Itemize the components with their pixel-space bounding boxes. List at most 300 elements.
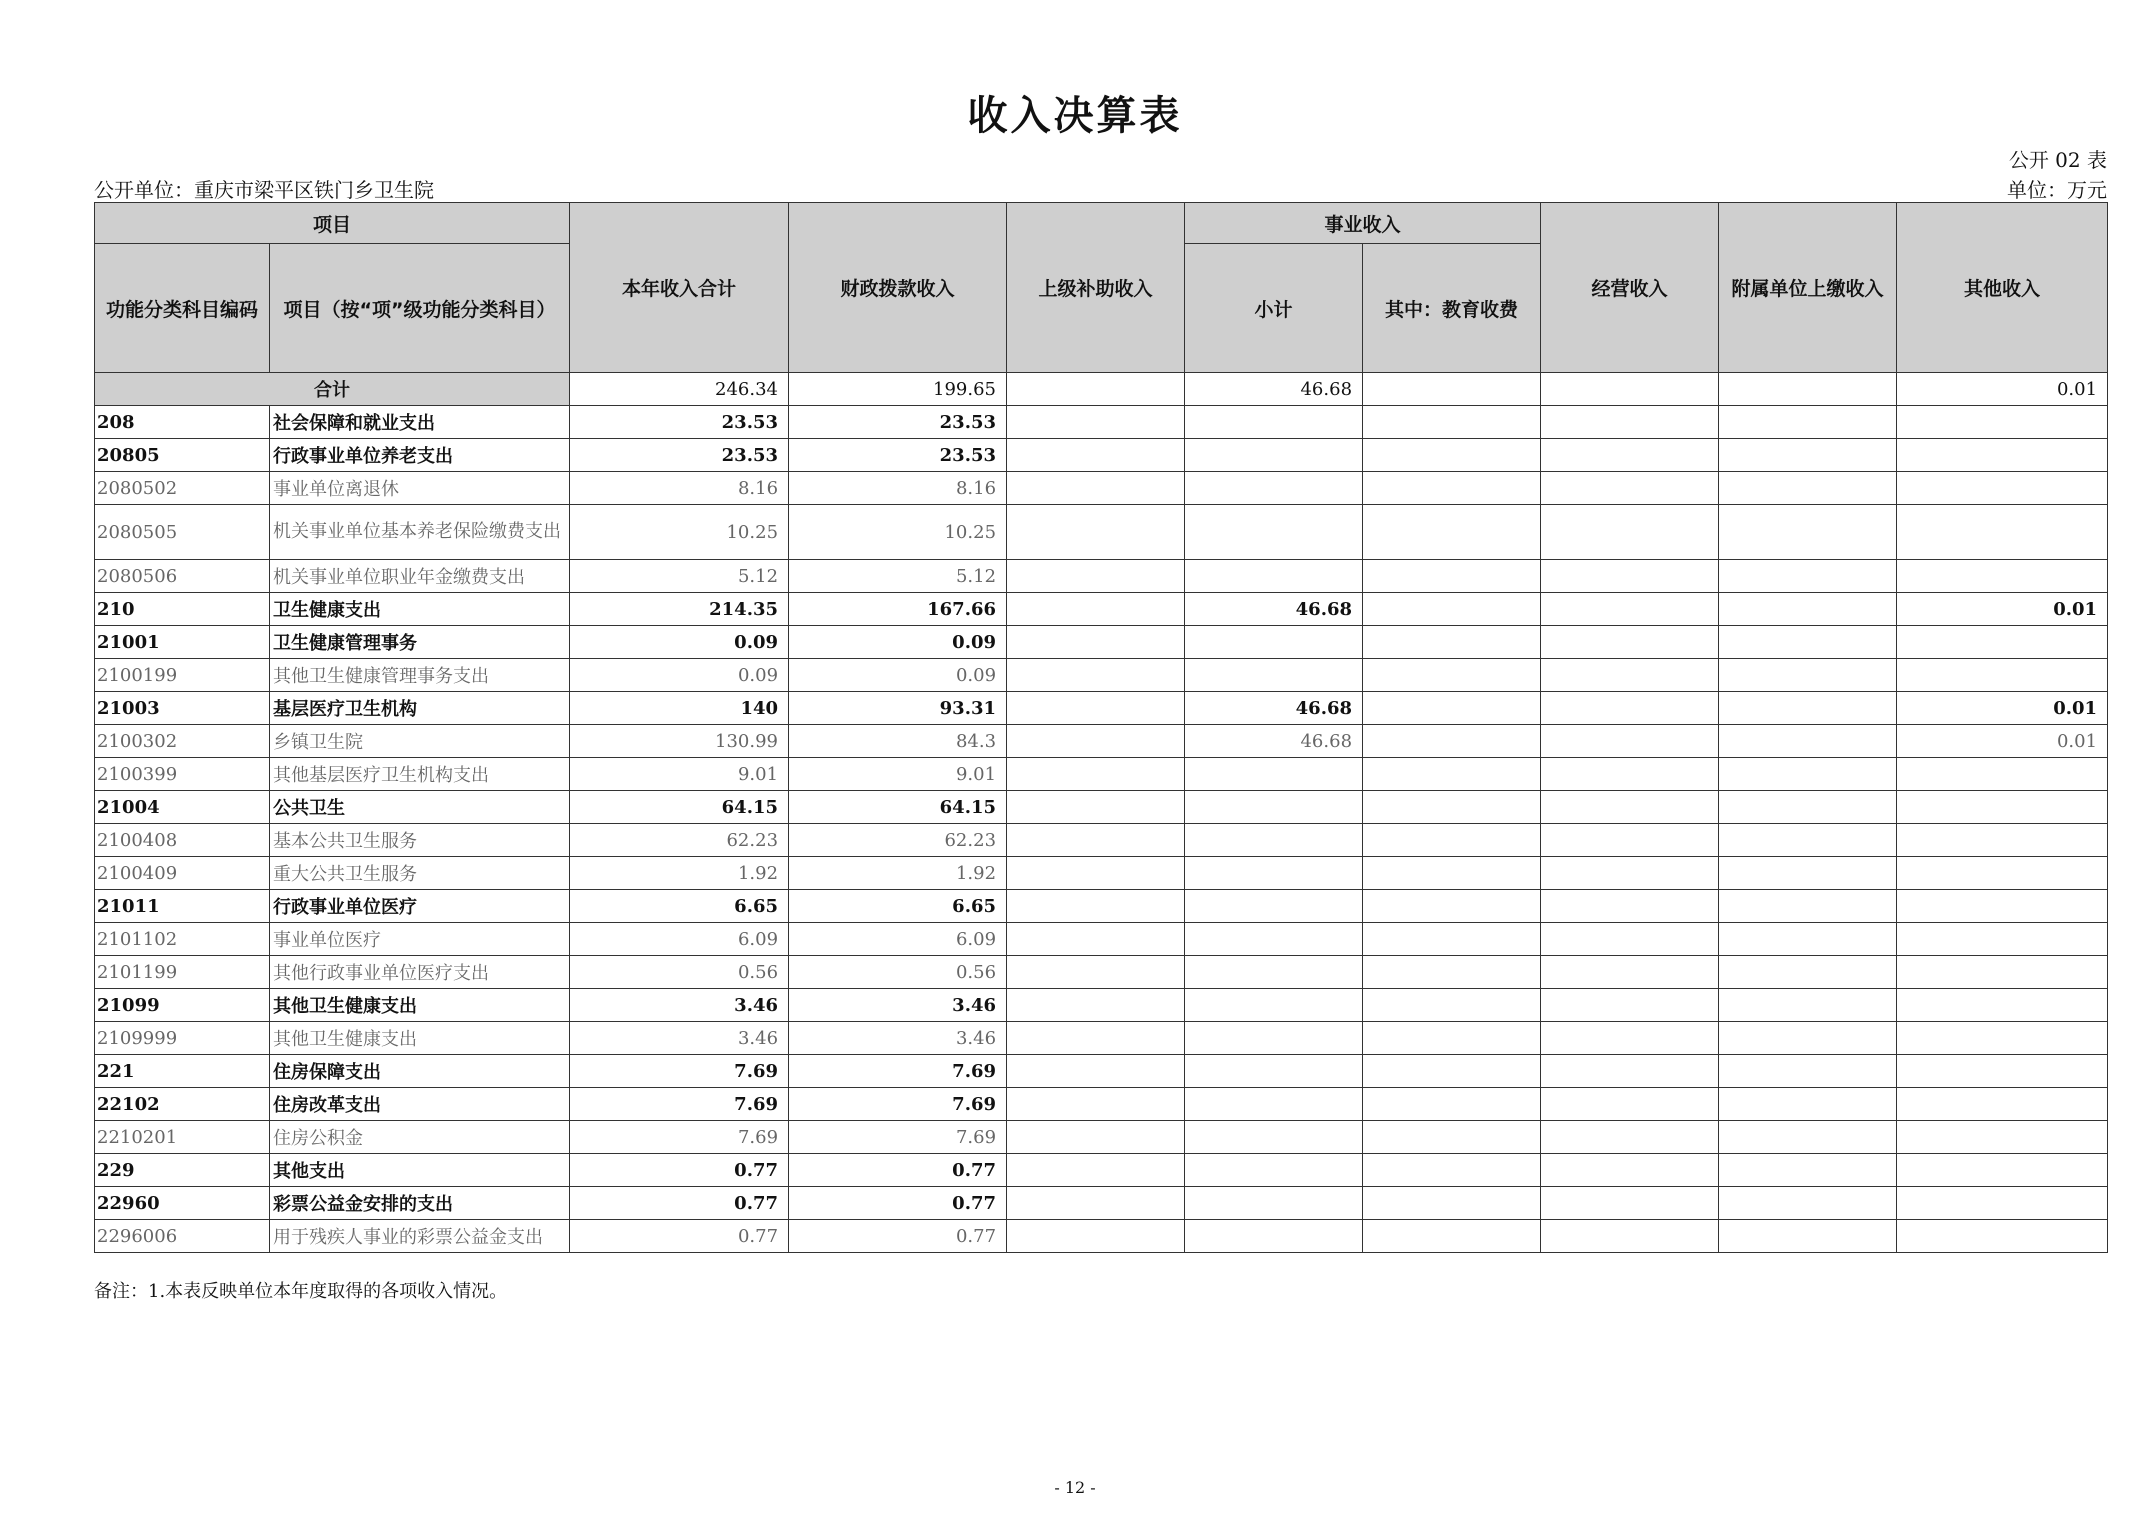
cell-other xyxy=(1897,989,2108,1022)
total-cell-education xyxy=(1363,373,1541,406)
cell-subtotal xyxy=(1185,791,1363,824)
table-row xyxy=(95,692,2108,725)
cell-name: 其他行政事业单位医疗支出 xyxy=(270,956,570,989)
cell-total: 5.12 xyxy=(570,560,789,593)
cell-operating xyxy=(1541,1022,1719,1055)
income-table-container xyxy=(94,202,2107,1253)
cell-superior xyxy=(1007,1022,1185,1055)
table-row xyxy=(95,857,2108,890)
header-operating-income: 经营收入 xyxy=(1541,203,1719,373)
cell-code: 22102 xyxy=(95,1088,270,1121)
cell-name: 住房改革支出 xyxy=(270,1088,570,1121)
cell-name: 其他卫生健康支出 xyxy=(270,1022,570,1055)
table-row xyxy=(95,758,2108,791)
cell-operating xyxy=(1541,791,1719,824)
cell-operating xyxy=(1541,626,1719,659)
cell-name: 机关事业单位职业年金缴费支出 xyxy=(270,560,570,593)
cell-operating xyxy=(1541,890,1719,923)
cell-name: 社会保障和就业支出 xyxy=(270,406,570,439)
header-code: 功能分类科目编码 xyxy=(95,244,270,373)
cell-superior xyxy=(1007,626,1185,659)
cell-subtotal xyxy=(1185,1055,1363,1088)
cell-name: 事业单位医疗 xyxy=(270,923,570,956)
table-row xyxy=(95,626,2108,659)
cell-code: 2080506 xyxy=(95,560,270,593)
cell-affiliated xyxy=(1719,406,1897,439)
cell-code: 2296006 xyxy=(95,1220,270,1253)
cell-name: 重大公共卫生服务 xyxy=(270,857,570,890)
cell-operating xyxy=(1541,406,1719,439)
cell-affiliated xyxy=(1719,505,1897,560)
cell-other xyxy=(1897,659,2108,692)
cell-subtotal: 46.68 xyxy=(1185,692,1363,725)
cell-name: 其他支出 xyxy=(270,1154,570,1187)
cell-name: 彩票公益金安排的支出 xyxy=(270,1187,570,1220)
cell-other: 0.01 xyxy=(1897,593,2108,626)
cell-code: 2100408 xyxy=(95,824,270,857)
cell-operating xyxy=(1541,989,1719,1022)
cell-subtotal xyxy=(1185,1154,1363,1187)
cell-operating xyxy=(1541,472,1719,505)
cell-fiscal: 3.46 xyxy=(789,1022,1007,1055)
cell-operating xyxy=(1541,923,1719,956)
cell-total: 0.09 xyxy=(570,626,789,659)
cell-total: 0.77 xyxy=(570,1220,789,1253)
cell-subtotal xyxy=(1185,1187,1363,1220)
cell-other xyxy=(1897,1187,2108,1220)
cell-total: 0.09 xyxy=(570,659,789,692)
cell-operating xyxy=(1541,593,1719,626)
cell-subtotal xyxy=(1185,505,1363,560)
cell-other xyxy=(1897,758,2108,791)
cell-operating xyxy=(1541,758,1719,791)
cell-fiscal: 0.77 xyxy=(789,1187,1007,1220)
header-affiliated-income: 附属单位上缴收入 xyxy=(1719,203,1897,373)
table-row xyxy=(95,1187,2108,1220)
cell-name: 住房公积金 xyxy=(270,1121,570,1154)
cell-subtotal xyxy=(1185,824,1363,857)
cell-fiscal: 23.53 xyxy=(789,439,1007,472)
cell-affiliated xyxy=(1719,1187,1897,1220)
table-row xyxy=(95,725,2108,758)
cell-subtotal xyxy=(1185,1220,1363,1253)
cell-code: 2080505 xyxy=(95,505,270,560)
cell-code: 21099 xyxy=(95,989,270,1022)
cell-other xyxy=(1897,956,2108,989)
cell-superior xyxy=(1007,758,1185,791)
cell-fiscal: 0.77 xyxy=(789,1220,1007,1253)
cell-operating xyxy=(1541,1121,1719,1154)
cell-operating xyxy=(1541,1187,1719,1220)
cell-name: 卫生健康支出 xyxy=(270,593,570,626)
cell-other xyxy=(1897,472,2108,505)
cell-subtotal xyxy=(1185,1022,1363,1055)
cell-operating xyxy=(1541,560,1719,593)
table-row xyxy=(95,1121,2108,1154)
cell-subtotal: 46.68 xyxy=(1185,725,1363,758)
cell-name: 行政事业单位医疗 xyxy=(270,890,570,923)
total-cell-fiscal: 199.65 xyxy=(789,373,1007,406)
cell-code: 221 xyxy=(95,1055,270,1088)
cell-subtotal xyxy=(1185,1121,1363,1154)
cell-education xyxy=(1363,692,1541,725)
footnote: 备注：1.本表反映单位本年度取得的各项收入情况。 xyxy=(94,1281,508,1302)
total-cell-operating xyxy=(1541,373,1719,406)
cell-fiscal: 7.69 xyxy=(789,1055,1007,1088)
cell-fiscal: 6.65 xyxy=(789,890,1007,923)
cell-name: 其他基层医疗卫生机构支出 xyxy=(270,758,570,791)
cell-superior xyxy=(1007,472,1185,505)
cell-other xyxy=(1897,923,2108,956)
cell-superior xyxy=(1007,505,1185,560)
cell-code: 20805 xyxy=(95,439,270,472)
cell-operating xyxy=(1541,692,1719,725)
cell-total: 3.46 xyxy=(570,1022,789,1055)
cell-operating xyxy=(1541,824,1719,857)
cell-total: 7.69 xyxy=(570,1121,789,1154)
cell-code: 2109999 xyxy=(95,1022,270,1055)
cell-other xyxy=(1897,857,2108,890)
cell-education xyxy=(1363,593,1541,626)
cell-subtotal xyxy=(1185,923,1363,956)
cell-subtotal xyxy=(1185,758,1363,791)
total-row xyxy=(95,373,2108,406)
table-row xyxy=(95,1220,2108,1253)
table-row xyxy=(95,1154,2108,1187)
cell-affiliated xyxy=(1719,560,1897,593)
cell-fiscal: 3.46 xyxy=(789,989,1007,1022)
cell-code: 2080502 xyxy=(95,472,270,505)
cell-other xyxy=(1897,1022,2108,1055)
header-superior-subsidy: 上级补助收入 xyxy=(1007,203,1185,373)
cell-education xyxy=(1363,791,1541,824)
cell-total: 7.69 xyxy=(570,1088,789,1121)
cell-other xyxy=(1897,626,2108,659)
cell-superior xyxy=(1007,1055,1185,1088)
table-row xyxy=(95,890,2108,923)
total-cell-other: 0.01 xyxy=(1897,373,2108,406)
header-fiscal: 财政拨款收入 xyxy=(789,203,1007,373)
total-label: 合计 xyxy=(95,373,570,406)
cell-affiliated xyxy=(1719,890,1897,923)
cell-superior xyxy=(1007,406,1185,439)
cell-code: 2210201 xyxy=(95,1121,270,1154)
cell-subtotal xyxy=(1185,956,1363,989)
cell-superior xyxy=(1007,659,1185,692)
currency-unit: 单位：万元 xyxy=(2007,178,2107,202)
cell-subtotal xyxy=(1185,626,1363,659)
table-row xyxy=(95,472,2108,505)
header-row-1 xyxy=(95,203,2108,244)
cell-total: 140 xyxy=(570,692,789,725)
cell-affiliated xyxy=(1719,659,1897,692)
cell-affiliated xyxy=(1719,1121,1897,1154)
cell-fiscal: 23.53 xyxy=(789,406,1007,439)
table-row xyxy=(95,659,2108,692)
cell-other: 0.01 xyxy=(1897,692,2108,725)
table-row xyxy=(95,1055,2108,1088)
cell-education xyxy=(1363,1055,1541,1088)
cell-operating xyxy=(1541,1154,1719,1187)
cell-other xyxy=(1897,1055,2108,1088)
cell-superior xyxy=(1007,824,1185,857)
cell-subtotal xyxy=(1185,472,1363,505)
cell-education xyxy=(1363,890,1541,923)
cell-total: 64.15 xyxy=(570,791,789,824)
cell-superior xyxy=(1007,857,1185,890)
cell-affiliated xyxy=(1719,1022,1897,1055)
cell-fiscal: 7.69 xyxy=(789,1088,1007,1121)
cell-operating xyxy=(1541,725,1719,758)
cell-fiscal: 6.09 xyxy=(789,923,1007,956)
table-row xyxy=(95,791,2108,824)
cell-fiscal: 93.31 xyxy=(789,692,1007,725)
cell-superior xyxy=(1007,593,1185,626)
income-statement-table xyxy=(94,202,2108,1253)
cell-affiliated xyxy=(1719,1055,1897,1088)
cell-education xyxy=(1363,1088,1541,1121)
header-total-income: 本年收入合计 xyxy=(570,203,789,373)
cell-fiscal: 0.09 xyxy=(789,659,1007,692)
cell-education xyxy=(1363,923,1541,956)
form-number: 公开 02 表 xyxy=(2008,148,2107,172)
table-row xyxy=(95,593,2108,626)
reporting-unit: 公开单位：重庆市梁平区铁门乡卫生院 xyxy=(94,178,434,202)
cell-name: 其他卫生健康支出 xyxy=(270,989,570,1022)
cell-fiscal: 7.69 xyxy=(789,1121,1007,1154)
cell-superior xyxy=(1007,560,1185,593)
cell-code: 2101199 xyxy=(95,956,270,989)
cell-education xyxy=(1363,989,1541,1022)
cell-code: 2100199 xyxy=(95,659,270,692)
cell-total: 6.65 xyxy=(570,890,789,923)
cell-operating xyxy=(1541,659,1719,692)
cell-fiscal: 5.12 xyxy=(789,560,1007,593)
cell-other xyxy=(1897,791,2108,824)
cell-subtotal: 46.68 xyxy=(1185,593,1363,626)
cell-affiliated xyxy=(1719,857,1897,890)
cell-education xyxy=(1363,659,1541,692)
cell-fiscal: 10.25 xyxy=(789,505,1007,560)
cell-education xyxy=(1363,956,1541,989)
cell-subtotal xyxy=(1185,989,1363,1022)
cell-superior xyxy=(1007,692,1185,725)
cell-superior xyxy=(1007,725,1185,758)
table-row xyxy=(95,1088,2108,1121)
cell-code: 21011 xyxy=(95,890,270,923)
cell-superior xyxy=(1007,1187,1185,1220)
cell-fiscal: 84.3 xyxy=(789,725,1007,758)
cell-total: 6.09 xyxy=(570,923,789,956)
cell-education xyxy=(1363,1154,1541,1187)
cell-other xyxy=(1897,890,2108,923)
cell-superior xyxy=(1007,1220,1185,1253)
cell-operating xyxy=(1541,1055,1719,1088)
cell-name: 行政事业单位养老支出 xyxy=(270,439,570,472)
cell-superior xyxy=(1007,1121,1185,1154)
page-number: - 12 - xyxy=(1054,1478,1096,1497)
cell-superior xyxy=(1007,890,1185,923)
cell-code: 2101102 xyxy=(95,923,270,956)
cell-education xyxy=(1363,1121,1541,1154)
cell-superior xyxy=(1007,923,1185,956)
cell-other xyxy=(1897,1154,2108,1187)
header-business-income-group: 事业收入 xyxy=(1185,203,1541,244)
cell-total: 214.35 xyxy=(570,593,789,626)
cell-superior xyxy=(1007,1088,1185,1121)
cell-name: 用于残疾人事业的彩票公益金支出 xyxy=(270,1220,570,1253)
cell-education xyxy=(1363,1220,1541,1253)
table-row xyxy=(95,989,2108,1022)
cell-affiliated xyxy=(1719,989,1897,1022)
cell-fiscal: 0.09 xyxy=(789,626,1007,659)
cell-name: 住房保障支出 xyxy=(270,1055,570,1088)
cell-total: 23.53 xyxy=(570,406,789,439)
cell-fiscal: 8.16 xyxy=(789,472,1007,505)
cell-education xyxy=(1363,626,1541,659)
total-cell-affiliated xyxy=(1719,373,1897,406)
cell-other xyxy=(1897,824,2108,857)
cell-other xyxy=(1897,406,2108,439)
cell-other xyxy=(1897,1088,2108,1121)
table-row xyxy=(95,439,2108,472)
cell-superior xyxy=(1007,1154,1185,1187)
header-item-group: 项目 xyxy=(95,203,570,244)
cell-code: 21004 xyxy=(95,791,270,824)
cell-total: 3.46 xyxy=(570,989,789,1022)
cell-fiscal: 1.92 xyxy=(789,857,1007,890)
cell-total: 130.99 xyxy=(570,725,789,758)
cell-code: 2100399 xyxy=(95,758,270,791)
cell-fiscal: 0.56 xyxy=(789,956,1007,989)
cell-total: 8.16 xyxy=(570,472,789,505)
table-row xyxy=(95,824,2108,857)
table-row xyxy=(95,1022,2108,1055)
cell-fiscal: 62.23 xyxy=(789,824,1007,857)
cell-education xyxy=(1363,406,1541,439)
table-row xyxy=(95,923,2108,956)
cell-subtotal xyxy=(1185,560,1363,593)
table-row xyxy=(95,560,2108,593)
cell-code: 21001 xyxy=(95,626,270,659)
cell-operating xyxy=(1541,1088,1719,1121)
cell-affiliated xyxy=(1719,593,1897,626)
cell-fiscal: 167.66 xyxy=(789,593,1007,626)
cell-education xyxy=(1363,560,1541,593)
table-row xyxy=(95,406,2108,439)
cell-superior xyxy=(1007,956,1185,989)
cell-name: 其他卫生健康管理事务支出 xyxy=(270,659,570,692)
cell-total: 7.69 xyxy=(570,1055,789,1088)
cell-total: 0.56 xyxy=(570,956,789,989)
cell-education xyxy=(1363,725,1541,758)
cell-superior xyxy=(1007,791,1185,824)
cell-affiliated xyxy=(1719,1220,1897,1253)
header-name: 项目（按“项”级功能分类科目） xyxy=(270,244,570,373)
cell-affiliated xyxy=(1719,923,1897,956)
cell-education xyxy=(1363,505,1541,560)
cell-other xyxy=(1897,1121,2108,1154)
cell-education xyxy=(1363,758,1541,791)
cell-name: 基本公共卫生服务 xyxy=(270,824,570,857)
cell-education xyxy=(1363,1187,1541,1220)
cell-code: 208 xyxy=(95,406,270,439)
cell-education xyxy=(1363,472,1541,505)
cell-other xyxy=(1897,505,2108,560)
cell-code: 210 xyxy=(95,593,270,626)
cell-other: 0.01 xyxy=(1897,725,2108,758)
cell-name: 公共卫生 xyxy=(270,791,570,824)
cell-fiscal: 9.01 xyxy=(789,758,1007,791)
cell-fiscal: 0.77 xyxy=(789,1154,1007,1187)
cell-code: 2100302 xyxy=(95,725,270,758)
cell-education xyxy=(1363,824,1541,857)
cell-code: 22960 xyxy=(95,1187,270,1220)
cell-name: 卫生健康管理事务 xyxy=(270,626,570,659)
header-education-fee: 其中：教育收费 xyxy=(1363,244,1541,373)
cell-operating xyxy=(1541,857,1719,890)
cell-affiliated xyxy=(1719,758,1897,791)
cell-fiscal: 64.15 xyxy=(789,791,1007,824)
cell-subtotal xyxy=(1185,1088,1363,1121)
cell-affiliated xyxy=(1719,472,1897,505)
cell-code: 21003 xyxy=(95,692,270,725)
total-cell-subtotal: 46.68 xyxy=(1185,373,1363,406)
total-cell-total: 246.34 xyxy=(570,373,789,406)
cell-code: 2100409 xyxy=(95,857,270,890)
cell-code: 229 xyxy=(95,1154,270,1187)
cell-affiliated xyxy=(1719,626,1897,659)
header-subtotal: 小计 xyxy=(1185,244,1363,373)
cell-total: 23.53 xyxy=(570,439,789,472)
cell-affiliated xyxy=(1719,725,1897,758)
cell-name: 机关事业单位基本养老保险缴费支出 xyxy=(270,505,570,560)
cell-name: 事业单位离退休 xyxy=(270,472,570,505)
cell-subtotal xyxy=(1185,439,1363,472)
cell-operating xyxy=(1541,1220,1719,1253)
cell-affiliated xyxy=(1719,956,1897,989)
cell-operating xyxy=(1541,956,1719,989)
table-row xyxy=(95,505,2108,560)
table-row xyxy=(95,956,2108,989)
cell-subtotal xyxy=(1185,857,1363,890)
cell-total: 0.77 xyxy=(570,1154,789,1187)
cell-total: 62.23 xyxy=(570,824,789,857)
cell-total: 9.01 xyxy=(570,758,789,791)
cell-name: 基层医疗卫生机构 xyxy=(270,692,570,725)
cell-subtotal xyxy=(1185,406,1363,439)
cell-name: 乡镇卫生院 xyxy=(270,725,570,758)
header-other-income: 其他收入 xyxy=(1897,203,2108,373)
cell-total: 10.25 xyxy=(570,505,789,560)
cell-other xyxy=(1897,1220,2108,1253)
cell-education xyxy=(1363,1022,1541,1055)
cell-total: 1.92 xyxy=(570,857,789,890)
cell-education xyxy=(1363,439,1541,472)
cell-superior xyxy=(1007,989,1185,1022)
cell-total: 0.77 xyxy=(570,1187,789,1220)
table-body xyxy=(95,373,2108,1253)
total-cell-superior xyxy=(1007,373,1185,406)
cell-affiliated xyxy=(1719,1154,1897,1187)
cell-operating xyxy=(1541,505,1719,560)
cell-affiliated xyxy=(1719,1088,1897,1121)
cell-superior xyxy=(1007,439,1185,472)
cell-affiliated xyxy=(1719,439,1897,472)
cell-affiliated xyxy=(1719,824,1897,857)
page-title: 收入决算表 xyxy=(967,93,1183,139)
cell-other xyxy=(1897,439,2108,472)
